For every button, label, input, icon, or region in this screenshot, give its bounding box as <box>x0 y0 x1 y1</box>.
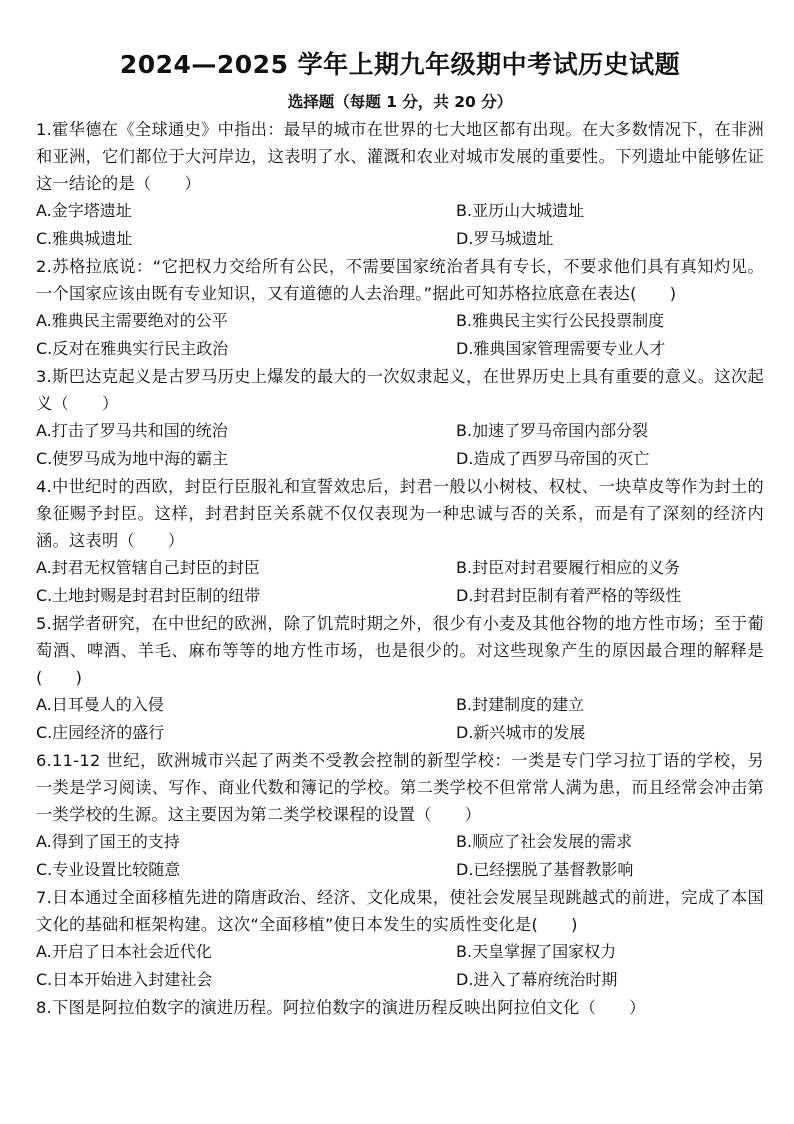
option-c: C.反对在雅典实行民主政治 <box>36 339 229 358</box>
question-6 <box>36 747 764 884</box>
option-c: C.土地封赐是封君封臣制的纽带 <box>36 586 261 605</box>
option-list <box>36 554 764 610</box>
question-4 <box>36 473 764 610</box>
section-heading: 选择题（每题 1 分，共 20 分） <box>287 93 513 111</box>
question-2 <box>36 253 764 363</box>
option-a: A.打击了罗马共和国的统治 <box>36 421 228 440</box>
option-a: A.得到了国王的支持 <box>36 832 180 851</box>
exam-title: 2024—2025 学年上期九年级期中考试历史试题 <box>119 50 681 79</box>
question-stem: 7.日本通过全面移植先进的隋唐政治、经济、文化成果，使社会发展呈现跳越式的前进，完成了本国文化的基础和框架构建。这次“全面移植”使日本发生的实质性变化是( ) <box>36 888 764 934</box>
option-list <box>36 197 764 253</box>
option-b: B.顺应了社会发展的需求 <box>456 832 633 851</box>
option-b: B.加速了罗马帝国内部分裂 <box>456 421 649 440</box>
question-stem: 3.斯巴达克起义是古罗马历史上爆发的最大的一次奴隶起义，在世界历史上具有重要的意义。这次起义（ ） <box>36 367 764 413</box>
question-7 <box>36 884 764 994</box>
option-c: C.使罗马成为地中海的霸主 <box>36 449 229 468</box>
option-d: D.进入了幕府统治时期 <box>456 970 618 989</box>
option-d: D.雅典国家管理需要专业人才 <box>456 339 666 358</box>
question-5 <box>36 610 764 747</box>
option-list <box>36 691 764 747</box>
option-d: D.新兴城市的发展 <box>456 723 586 742</box>
option-a: A.金字塔遗址 <box>36 201 132 220</box>
option-a: A.开启了日本社会近代化 <box>36 942 212 961</box>
option-c: C.专业设置比较随意 <box>36 860 181 879</box>
option-d: D.罗马城遗址 <box>456 229 554 248</box>
option-list <box>36 828 764 884</box>
option-list <box>36 307 764 363</box>
option-c: C.日本开始进入封建社会 <box>36 970 213 989</box>
option-c: C.庄园经济的盛行 <box>36 723 165 742</box>
question-8 <box>36 994 764 1021</box>
option-d: D.造成了西罗马帝国的灭亡 <box>456 449 650 468</box>
option-b: B.封建制度的建立 <box>456 695 585 714</box>
question-3 <box>36 363 764 473</box>
option-a: A.雅典民主需要绝对的公平 <box>36 311 228 330</box>
option-b: B.雅典民主实行公民投票制度 <box>456 311 665 330</box>
option-c: C.雅典城遗址 <box>36 229 133 248</box>
option-a: A.封君无权管辖自己封臣的封臣 <box>36 558 260 577</box>
question-1 <box>36 116 764 253</box>
question-stem: 2.苏格拉底说：“它把权力交给所有公民，不需要国家统治者具有专长，不要求他们具有真知灼见。一个国家应该由既有专业知识，又有道德的人去治理。”据此可知苏格拉底意在表达( ) <box>36 257 764 303</box>
question-stem: 1.霍华德在《全球通史》中指出：最早的城市在世界的七大地区都有出现。在大多数情况下，在非洲和亚洲，它们都位于大河岸边，这表明了水、灌溉和农业对城市发展的重要性。下列遗址中能够佐证这一结论的是（ ） <box>36 120 764 193</box>
option-list <box>36 417 764 473</box>
option-d: D.已经摆脱了基督教影响 <box>456 860 634 879</box>
option-b: B.封臣对封君要履行相应的义务 <box>456 558 681 577</box>
option-b: B.亚历山大城遗址 <box>456 201 585 220</box>
option-list <box>36 938 764 994</box>
question-stem: 6.11-12 世纪，欧洲城市兴起了两类不受教会控制的新型学校：一类是专门学习拉丁语的学校，另一类是学习阅读、写作、商业代数和簿记的学校。第二类学校不但常常人满为患，而且经常会冲击第一类学校的生源。这主要因为第二类学校课程的设置（ ） <box>36 751 764 824</box>
option-b: B.天皇掌握了国家权力 <box>456 942 617 961</box>
question-stem: 8.下图是阿拉伯数字的演进历程。阿拉伯数字的演进历程反映出阿拉伯文化（ ） <box>36 998 646 1017</box>
option-d: D.封君封臣制有着严格的等级性 <box>456 586 682 605</box>
question-stem: 4.中世纪时的西欧，封臣行臣服礼和宣誓效忠后，封君一般以小树枝、权杖、一块草皮等作为封土的象征赐予封臣。这样，封君封臣关系就不仅仅表现为一种忠诚与否的关系，而是有了深刻的经济内涵。这表明（ ） <box>36 477 764 550</box>
question-stem: 5.据学者研究，在中世纪的欧洲，除了饥荒时期之外，很少有小麦及其他谷物的地方性市场；至于葡萄酒、啤酒、羊毛、麻布等等的地方性市场，也是很少的。对这些现象产生的原因最合理的解释是( ) <box>36 614 764 687</box>
option-a: A.日耳曼人的入侵 <box>36 695 164 714</box>
